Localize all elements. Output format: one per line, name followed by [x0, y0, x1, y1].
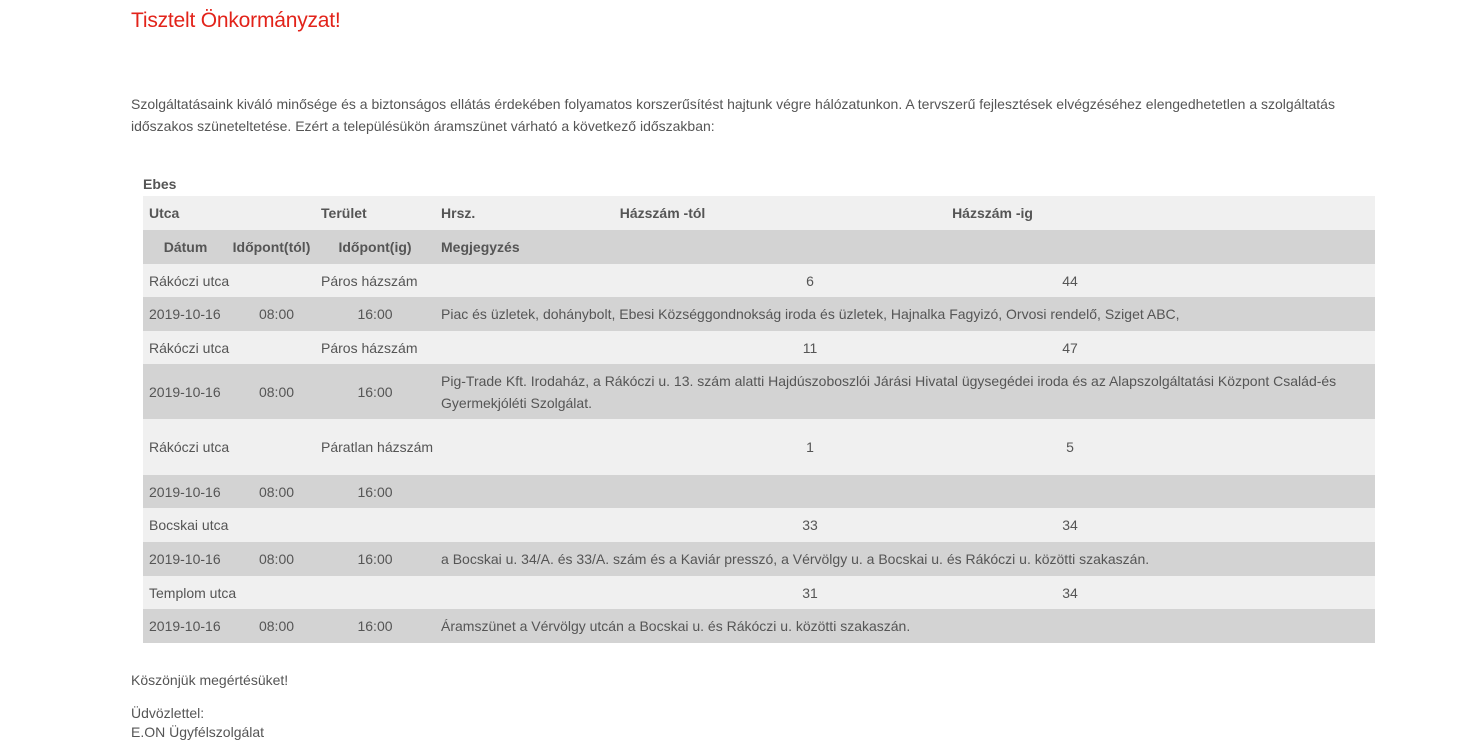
table-row-time: [143, 475, 1375, 508]
table-row-time: [143, 297, 1375, 331]
cell-idopont-tol: 08:00: [258, 306, 295, 322]
cell-hrsz: [435, 508, 555, 542]
table-row-location: [143, 508, 1375, 542]
table-row-location: [143, 576, 1375, 609]
closing-text: Köszönjük megértésüket!: [131, 672, 289, 688]
cell-utca: Rákóczi utca: [149, 439, 230, 455]
table-row-time: [143, 542, 1375, 576]
cell-idopont-ig: 16:00: [357, 483, 393, 500]
outage-table-body: [143, 196, 1375, 643]
cell-hazszam-ig: 34: [1062, 517, 1078, 533]
cell-idopont-tol: 08:00: [258, 551, 295, 567]
cell-hrsz: [435, 331, 555, 364]
table-row-time: [143, 364, 1375, 419]
cell-datum: 2019-10-16: [149, 551, 221, 567]
signoff-block: [131, 704, 264, 742]
cell-hrsz: [435, 419, 555, 475]
cell-datum: 2019-10-16: [149, 383, 221, 400]
cell-datum: 2019-10-16: [149, 483, 221, 500]
cell-hazszam-ig: 44: [1062, 272, 1078, 289]
cell-hazszam-tol: 31: [802, 584, 818, 601]
cell-megjegyzes: Piac és üzletek, dohánybolt, Ebesi Községgondnokság iroda és üzletek, Hajnalka Fagyizó, Orvosi rendelő, Sziget ABC,: [441, 306, 1180, 322]
header-idopont-tol: Időpont(tól): [232, 239, 311, 255]
cell-idopont-tol: 08:00: [258, 383, 295, 400]
signoff-salutation: Üdvözlettel:: [131, 705, 205, 721]
cell-hrsz: [435, 264, 555, 297]
cell-hazszam-ig: 47: [1062, 339, 1078, 356]
cell-utca: Templom utca: [149, 584, 237, 601]
header-idopont-ig: Időpont(ig): [338, 239, 412, 255]
header-datum: Dátum: [163, 239, 208, 255]
cell-hazszam-tol: 11: [802, 339, 818, 356]
cell-hazszam-tol: 6: [806, 272, 814, 289]
cell-megjegyzes: Pig-Trade Kft. Irodaház, a Rákóczi u. 13. szám alatti Hajdúszoboszlói Járási Hivatal ügysegédei iroda és az Alapszolgáltatási Központ Család-és Gyermekjóléti Szolgálat.: [441, 372, 1337, 411]
cell-hazszam-ig: 34: [1062, 584, 1078, 601]
table-row-location: [143, 264, 1375, 297]
header-hazszam-ig: Házszám -ig: [952, 205, 1033, 221]
cell-utca: Bocskai utca: [149, 517, 229, 533]
cell-megjegyzes: [435, 475, 1375, 508]
cell-megjegyzes: Áramszünet a Vérvölgy utcán a Bocskai u. és Rákóczi u. közötti szakaszán.: [441, 618, 911, 634]
cell-hrsz: [435, 576, 555, 609]
cell-terulet: Páratlan házszám: [321, 439, 434, 455]
table-header-row-time: [143, 230, 1375, 264]
cell-idopont-ig: 16:00: [357, 551, 393, 567]
cell-hazszam-ig: 5: [1066, 439, 1074, 455]
cell-terulet: Páros házszám: [321, 339, 418, 356]
cell-idopont-ig: 16:00: [357, 383, 393, 400]
cell-megjegyzes: a Bocskai u. 34/A. és 33/A. szám és a Kaviár presszó, a Vérvölgy u. a Bocskai u. és Rákóczi u. közötti szakaszán.: [441, 551, 1150, 567]
table-row-location: [143, 419, 1375, 475]
cell-terulet: [315, 576, 435, 609]
cell-utca: Rákóczi utca: [149, 339, 230, 356]
header-megjegyzes: Megjegyzés: [441, 239, 520, 255]
header-utca: Utca: [149, 205, 180, 221]
table-row-location: [143, 331, 1375, 364]
cell-terulet: Páros házszám: [321, 272, 418, 289]
cell-datum: 2019-10-16: [149, 618, 221, 634]
table-header-row-location: [143, 196, 1375, 230]
table-row-time: [143, 609, 1375, 643]
cell-utca: Rákóczi utca: [149, 272, 230, 289]
signoff-sender: E.ON Ügyfélszolgálat: [131, 724, 265, 740]
outage-table: [143, 196, 1375, 643]
greeting-heading: Tisztelt Önkormányzat!: [131, 9, 341, 32]
cell-datum: 2019-10-16: [149, 306, 221, 322]
cell-idopont-ig: 16:00: [357, 306, 393, 322]
header-hazszam-tol: Házszám -tól: [619, 205, 706, 221]
intro-paragraph: Szolgáltatásaink kiváló minősége és a biztonságos ellátás érdekében folyamatos korszerűsítést hajtunk végre hálózatunkon. A tervszerű fejlesztések elvégzéséhez elengedhetetlen a szolgáltatás időszakos szüneteltetése. Ezért a településükön áramszünet várható a következő időszakban:: [131, 96, 1335, 134]
town-name: Ebes: [143, 176, 177, 192]
cell-idopont-tol: 08:00: [258, 618, 295, 634]
cell-idopont-tol: 08:00: [258, 483, 295, 500]
header-hrsz: Hrsz.: [441, 205, 476, 221]
cell-hazszam-tol: 33: [802, 517, 818, 533]
cell-idopont-ig: 16:00: [357, 618, 393, 634]
cell-hazszam-tol: 1: [806, 439, 814, 455]
cell-terulet: [315, 508, 435, 542]
header-terulet: Terület: [321, 205, 367, 221]
